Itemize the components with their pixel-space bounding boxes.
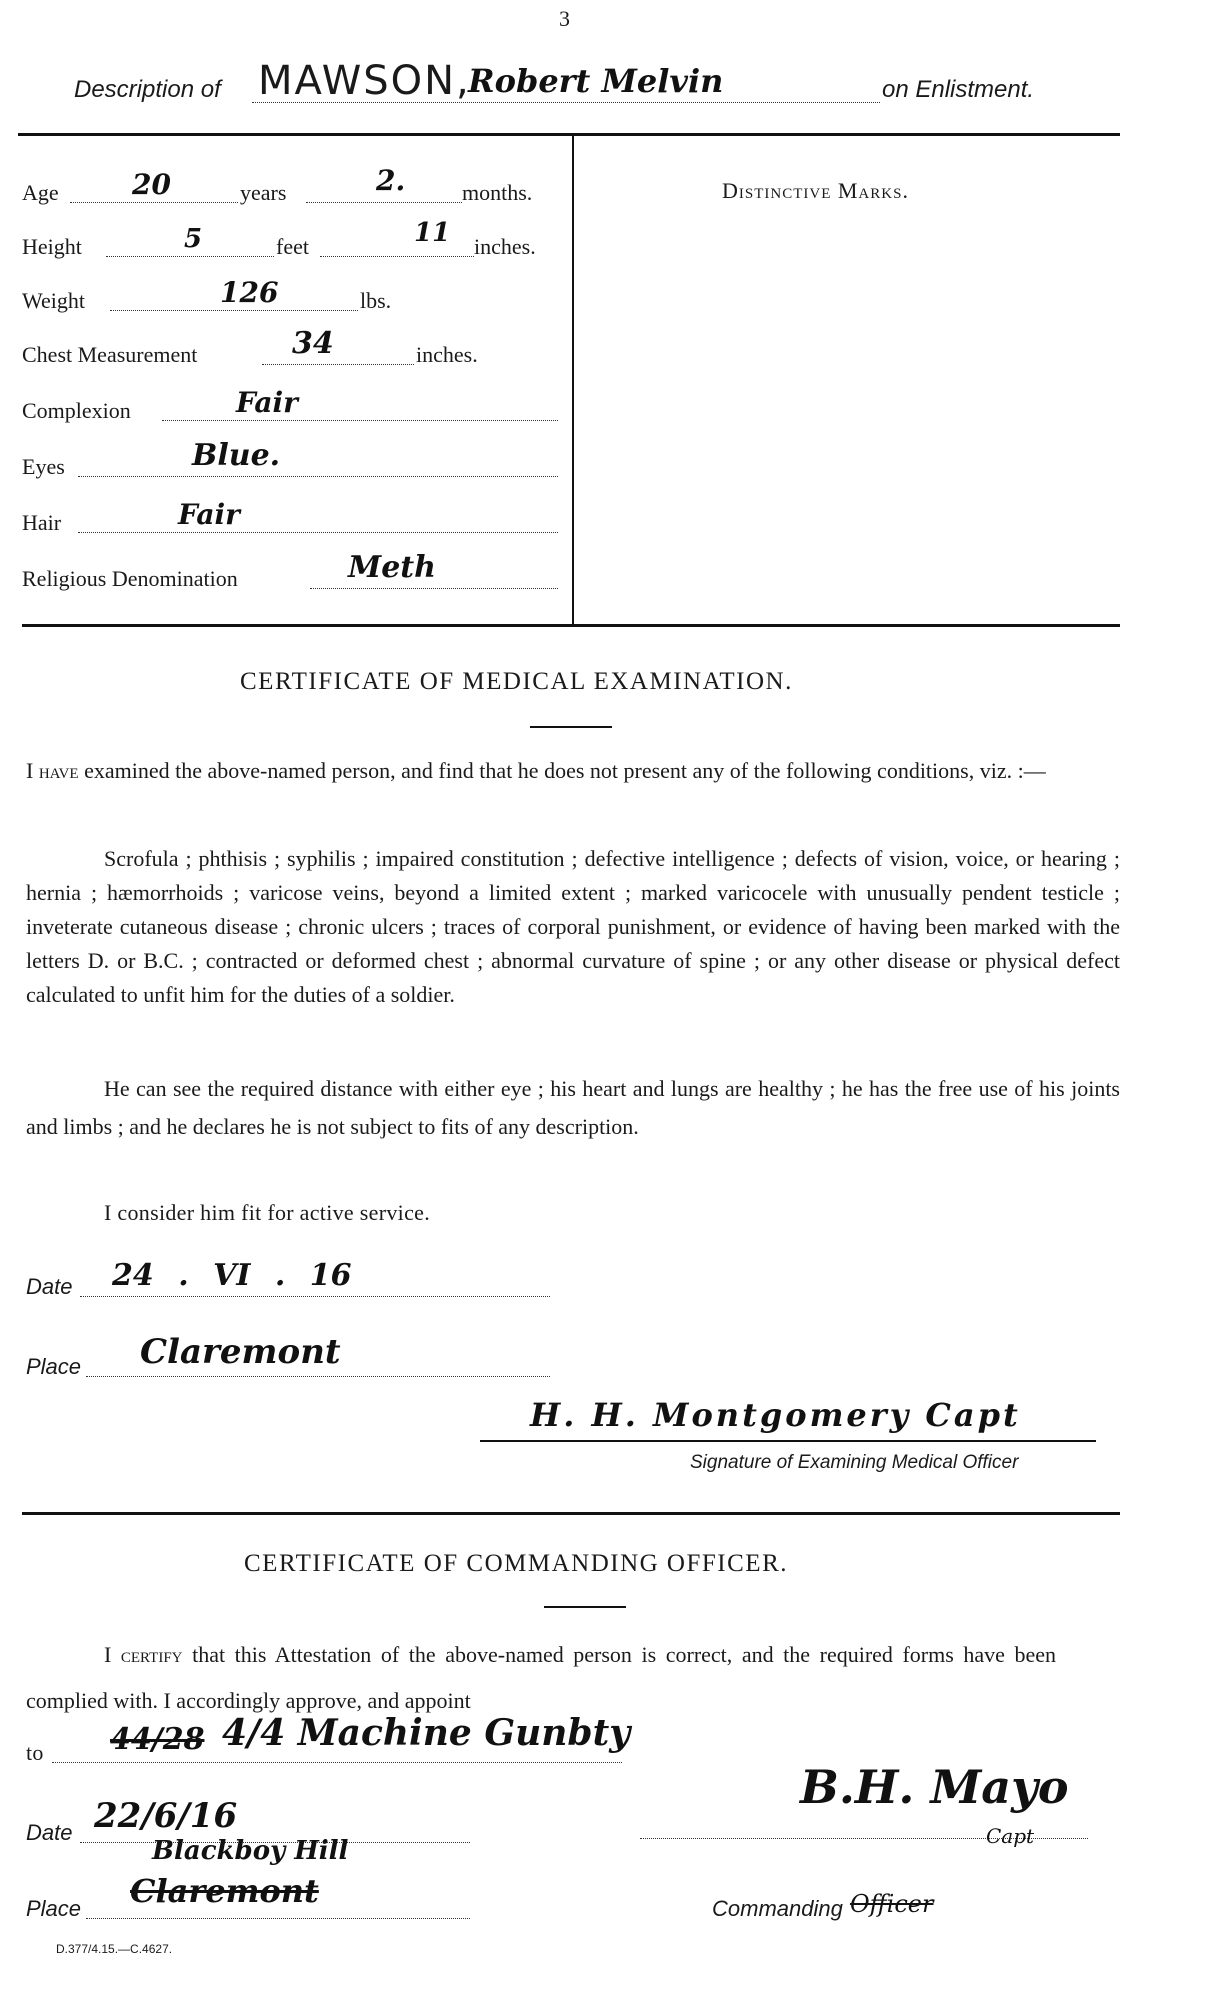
commanding-place-label: Place [26, 1896, 82, 1921]
medical-title: CERTIFICATE OF MEDICAL EXAMINATION. [240, 668, 793, 695]
page-number: 3 [559, 6, 570, 31]
medical-bottom-rule [22, 1512, 1120, 1515]
complexion-value: Fair [236, 386, 298, 419]
inches-label: inches. [474, 234, 536, 259]
religion-line [310, 588, 558, 589]
medical-paragraph-3: He can see the required distance with either eye ; his heart and lungs are healthy ; he has the free use of his joints and limbs ; and he declares he is not subject to fits of any description. [26, 1076, 1120, 1139]
age-months-value: 2. [376, 164, 406, 197]
commanding-place-struck: Claremont [130, 1872, 319, 1910]
commanding-signature-rank: Capt [986, 1824, 1035, 1848]
medical-signature-line [480, 1440, 1096, 1442]
age-years-value: 20 [132, 168, 171, 201]
hair-value: Fair [178, 498, 240, 531]
weight-line [110, 310, 358, 311]
hair-label: Hair [22, 510, 62, 535]
religion-value: Meth [348, 550, 436, 585]
commanding-to-value: 4/4 Machine Gunbty [222, 1712, 631, 1754]
description-bottom-rule [22, 624, 1120, 627]
description-divider [572, 136, 574, 624]
commanding-title: CERTIFICATE OF COMMANDING OFFICER. [244, 1550, 788, 1577]
medical-date-value: 24 . VI . 16 [112, 1258, 352, 1293]
commanding-to-label: to [26, 1740, 44, 1765]
religion-label: Religious Denomination [22, 566, 238, 591]
eyes-label: Eyes [22, 454, 65, 479]
chest-inches-label: inches. [416, 342, 478, 367]
commanding-place-value: Blackboy Hill [152, 1836, 349, 1866]
medical-place-line [86, 1376, 550, 1377]
weight-label: Weight [22, 288, 85, 313]
header-suffix: on Enlistment. [882, 76, 1035, 103]
complexion-line [162, 420, 558, 421]
commanding-date-label: Date [26, 1820, 73, 1845]
commanding-para-text: that this Attestation of the above-named person is correct, and the required forms have been complied with. I accordingly approve, and appoint [26, 1642, 1057, 1713]
years-label: years [240, 180, 287, 205]
lbs-label: lbs. [360, 288, 392, 313]
chest-value: 34 [292, 326, 334, 361]
age-label: Age [22, 180, 59, 205]
medical-para1-lead: I have [26, 758, 79, 783]
hair-line [78, 532, 558, 533]
medical-signature: H. H. Montgomery Capt [530, 1396, 1021, 1434]
medical-signature-caption: Signature of Examining Medical Officer [690, 1452, 1019, 1473]
medical-place-label: Place [26, 1354, 82, 1379]
commanding-place-line [86, 1918, 470, 1919]
chest-label: Chest Measurement [22, 342, 198, 367]
commanding-signature: B.H. Mayo [800, 1760, 1069, 1814]
medical-paragraph-1 [26, 752, 1120, 790]
height-feet-line [106, 256, 274, 257]
medical-title-rule [530, 726, 612, 728]
medical-date-label: Date [26, 1274, 73, 1299]
commanding-to-struck: 44/28 [110, 1722, 205, 1757]
commanding-paragraph [26, 1632, 1056, 1724]
chest-line [262, 364, 414, 365]
commanding-title-rule [544, 1606, 626, 1608]
weight-value: 126 [220, 276, 279, 309]
form-code: D.377/4.15.—C.4627. [56, 1942, 173, 1956]
height-feet-value: 5 [184, 224, 203, 254]
commanding-caption-struck: Officer [850, 1890, 934, 1918]
medical-place-value: Claremont [140, 1332, 341, 1372]
commanding-para-lead: I certify [104, 1642, 183, 1667]
medical-para1-text: examined the above-named person, and find that he does not present any of the following conditions, viz. :— [84, 758, 1046, 783]
complexion-label: Complexion [22, 398, 131, 423]
height-inches-value: 11 [414, 218, 451, 248]
header-given-names: Robert Melvin [468, 62, 724, 100]
age-months-line [306, 202, 462, 203]
feet-label: feet [276, 234, 309, 259]
commanding-caption: Commanding [712, 1896, 843, 1921]
top-rule [18, 133, 1120, 136]
height-inches-line [320, 256, 474, 257]
eyes-line [78, 476, 558, 477]
medical-date-line [80, 1296, 550, 1297]
commanding-to-line [52, 1762, 622, 1763]
months-label: months. [462, 180, 533, 205]
age-years-line [70, 202, 238, 203]
medical-paragraph-4: I consider him fit for active service. [104, 1200, 430, 1225]
height-label: Height [22, 234, 82, 259]
distinctive-marks-title: Distinctive Marks. [722, 178, 909, 203]
medical-paragraph-2: Scrofula ; phthisis ; syphilis ; impaired constitution ; defective intelligence ; defects of vision, voice, or hearing ; hernia ; hæmorrhoids ; varicose veins, beyond a limited extent ; marked varicocele with unusually pendent testicle ; inveterate cutaneous disease ; chronic ulcers ; traces of corporal punishment, or evidence of having been marked with the letters D. or B.C. ; contracted or deformed chest ; abnormal curvature of spine ; or any other disease or physical defect calculated to unfit him for the duties of a soldier. [26, 846, 1120, 1007]
commanding-date-value: 22/6/16 [94, 1796, 238, 1836]
header-prefix: Description of [74, 76, 221, 103]
eyes-value: Blue. [192, 438, 281, 473]
header-surname: MAWSON, [258, 58, 471, 104]
